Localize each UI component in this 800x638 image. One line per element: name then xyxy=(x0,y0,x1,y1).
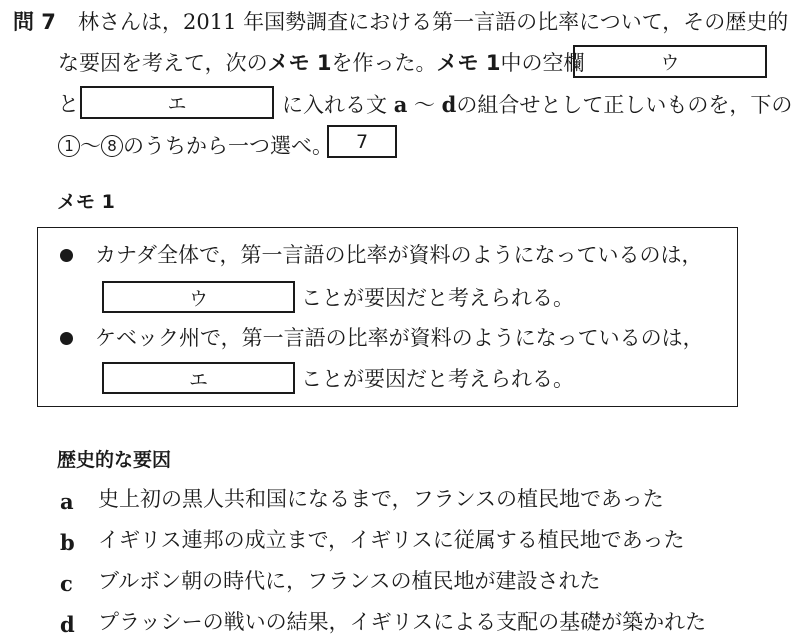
question-line-3-start: と xyxy=(58,92,79,116)
blank-label: ウ xyxy=(660,52,680,74)
blank-label: エ xyxy=(188,368,208,391)
tilde: 〜 xyxy=(413,93,435,117)
factor-letter: c xyxy=(60,571,73,596)
question-line-4 xyxy=(58,135,333,157)
factor-letter: a xyxy=(60,489,74,514)
memo-reference: メモ 1 xyxy=(267,51,332,75)
question-text: のうちから一つ選べ。 xyxy=(123,134,333,158)
blank-label: エ xyxy=(167,93,187,115)
tilde: 〜 xyxy=(80,134,101,158)
question-line-3 xyxy=(282,94,792,116)
question-text: の組合せとして正しいものを，下の xyxy=(456,93,793,117)
memo-item-text: ケベック州で，第一言語の比率が資料のようになっているのは， xyxy=(95,326,704,350)
question-text: 中の空欄 xyxy=(500,51,585,75)
bullet-icon xyxy=(60,249,73,262)
factor-letter: b xyxy=(60,530,75,555)
circled-number-1: 1 xyxy=(58,135,80,157)
question-text: に入れる文 xyxy=(282,93,387,117)
blank-box-u xyxy=(573,45,767,78)
blank-label: ウ xyxy=(188,287,208,310)
factor-text: 史上初の黒人共和国になるまで，フランスの植民地であった xyxy=(98,487,664,511)
factor-letter: d xyxy=(60,612,75,637)
memo-blank-u xyxy=(102,281,295,313)
memo-item-tail: ことが要因だと考えられる。 xyxy=(301,367,574,391)
question-line-2 xyxy=(58,53,584,74)
circled-number-8: 8 xyxy=(101,135,123,157)
question-text: を作った。 xyxy=(331,51,437,75)
question-text: な要因を考えて，次の xyxy=(58,51,268,75)
letter-d: d xyxy=(441,92,457,117)
factor-text: イギリス連邦の成立まで，イギリスに従属する植民地であった xyxy=(98,528,685,552)
factor-text: プラッシーの戦いの結果，イギリスによる支配の基礎が築かれた xyxy=(98,610,707,634)
question-number: 問 7 xyxy=(13,10,56,34)
memo-blank-e xyxy=(102,362,295,394)
bullet-icon xyxy=(60,332,73,345)
memo-item-text: カナダ全体で，第一言語の比率が資料のようになっているのは， xyxy=(95,243,703,267)
blank-box-e xyxy=(80,86,274,119)
memo-reference: メモ 1 xyxy=(436,51,501,75)
letter-a: a xyxy=(393,92,408,117)
memo-item-tail: ことが要因だと考えられる。 xyxy=(301,286,574,310)
memo-title: メモ 1 xyxy=(57,191,115,213)
answer-number: 7 xyxy=(355,130,369,153)
question-line-1: 林さんは，2011 年国勢調査における第一言語の比率について，その歴史的 xyxy=(78,10,789,34)
answer-box xyxy=(327,125,397,158)
factors-title: 歴史的な要因 xyxy=(57,449,172,471)
factor-text: ブルボン朝の時代に，フランスの植民地が建設された xyxy=(98,569,601,593)
